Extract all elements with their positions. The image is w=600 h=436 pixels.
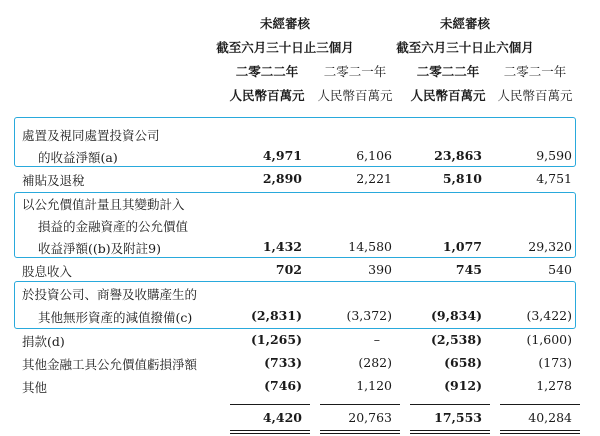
cell-value: 2,221	[356, 171, 392, 186]
header-unit-col2: 人民幣百萬元	[317, 88, 393, 103]
cell-value: –	[373, 332, 380, 347]
total-rule-bottom	[500, 433, 580, 434]
total-rule-bottom	[320, 430, 400, 431]
total-value: 4,420	[262, 410, 302, 425]
cell-value: (173)	[538, 355, 572, 370]
total-value: 40,284	[528, 410, 572, 425]
row-label-line: 以公允價值計量且其變動計入	[22, 197, 185, 212]
header-year-col1: 二零二二年	[235, 64, 299, 79]
total-rule-top	[410, 404, 490, 405]
total-value: 17,553	[434, 410, 482, 425]
header-year-col3: 二零二二年	[416, 64, 480, 79]
cell-value: 6,106	[356, 148, 392, 163]
header-year-col2: 二零二一年	[323, 64, 387, 79]
total-value: 20,763	[348, 410, 392, 425]
cell-value: 2,890	[262, 171, 302, 186]
cell-value: 4,971	[262, 148, 302, 163]
row-label-line: 處置及視同處置投資公司	[22, 128, 160, 143]
cell-value: (2,831)	[251, 308, 302, 323]
row-label-line: 其他	[22, 380, 48, 395]
row-label-line: 其他無形資產的減值撥備(c)	[38, 310, 193, 325]
cell-value: 5,810	[442, 171, 482, 186]
cell-value: 14,580	[348, 239, 392, 254]
total-rule-top	[230, 404, 310, 405]
header-unit-col1: 人民幣百萬元	[229, 88, 305, 103]
row-label-line: 捐款(d)	[22, 334, 65, 349]
cell-value: (9,834)	[431, 308, 482, 323]
cell-value: (282)	[358, 355, 392, 370]
row-label-line: 補貼及退稅	[22, 173, 85, 188]
total-rule-bottom	[500, 430, 580, 431]
cell-value: (733)	[264, 355, 302, 370]
row-label-line: 股息收入	[22, 264, 73, 279]
cell-value: (912)	[444, 378, 482, 393]
cell-value: 4,751	[536, 171, 572, 186]
cell-value: 9,590	[536, 148, 572, 163]
total-rule-bottom	[410, 433, 490, 434]
cell-value: (1,265)	[251, 332, 302, 347]
cell-value: 745	[455, 262, 482, 277]
header-unit-col3: 人民幣百萬元	[410, 88, 486, 103]
cell-value: (746)	[264, 378, 302, 393]
cell-value: (3,422)	[526, 308, 572, 323]
cell-value: 1,120	[356, 378, 392, 393]
header-period-3m: 截至六月三十日止三個月	[216, 40, 354, 55]
cell-value: (3,372)	[346, 308, 392, 323]
row-label-line: 的收益淨額(a)	[38, 150, 118, 165]
cell-value: (2,538)	[431, 332, 482, 347]
header-unaudited-6m: 未經審核	[439, 16, 490, 31]
total-rule-bottom	[230, 433, 310, 434]
total-rule-top	[500, 404, 580, 405]
cell-value: 1,278	[536, 378, 572, 393]
cell-value: (1,600)	[526, 332, 572, 347]
header-period-6m: 截至六月三十日止六個月	[396, 40, 534, 55]
row-label-line: 收益淨額((b)及附註9)	[38, 241, 161, 256]
row-label-line: 損益的金融資產的公允價值	[38, 219, 189, 234]
cell-value: 1,077	[442, 239, 482, 254]
cell-value: 702	[275, 262, 302, 277]
cell-value: (658)	[444, 355, 482, 370]
total-rule-bottom	[320, 433, 400, 434]
total-rule-bottom	[230, 430, 310, 431]
header-unaudited-3m: 未經審核	[259, 16, 310, 31]
total-rule-bottom	[410, 430, 490, 431]
cell-value: 1,432	[262, 239, 302, 254]
cell-value: 540	[548, 262, 572, 277]
total-rule-top	[320, 404, 400, 405]
cell-value: 29,320	[528, 239, 572, 254]
header-unit-col4: 人民幣百萬元	[497, 88, 573, 103]
header-year-col4: 二零二一年	[503, 64, 567, 79]
cell-value: 390	[368, 262, 392, 277]
row-label-line: 於投資公司、商譽及收購產生的	[22, 287, 198, 302]
row-label-line: 其他金融工具公允價值虧損淨額	[22, 357, 198, 372]
cell-value: 23,863	[434, 148, 482, 163]
